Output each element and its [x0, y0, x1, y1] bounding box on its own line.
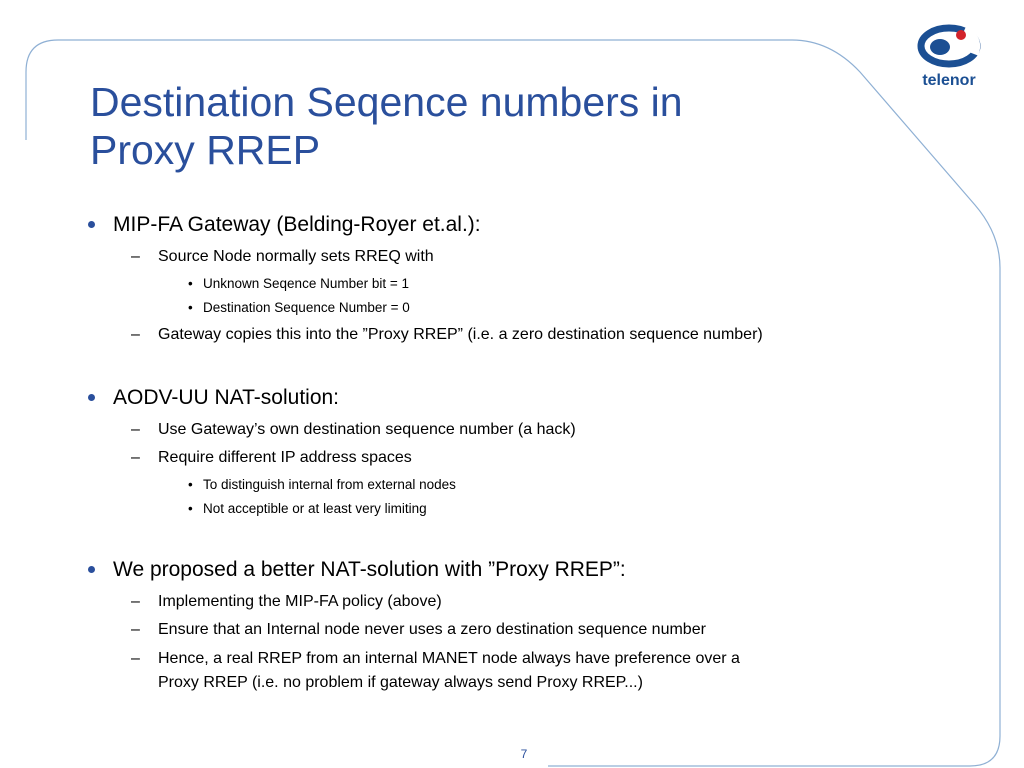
dash-icon: – — [131, 421, 140, 438]
bullet-text: Hence, a real RREP from an internal MANET node always have preference over a — [158, 650, 740, 667]
bullet-text: Use Gateway’s own destination sequence number (a hack) — [158, 421, 576, 438]
bullet-text: To distinguish internal from external nodes — [203, 477, 456, 492]
bullet-level2 — [131, 650, 740, 668]
slide-title — [90, 78, 850, 174]
dash-icon: – — [131, 326, 140, 343]
bullet-level2 — [131, 621, 706, 639]
bullet-text: Gateway copies this into the ”Proxy RREP” (i.e. a zero destination sequence number) — [158, 326, 763, 343]
bullet-level1 — [113, 386, 339, 410]
bullet-text: Proxy RREP (i.e. no problem if gateway always send Proxy RREP...) — [158, 674, 643, 691]
bullet-level2-continuation — [158, 674, 643, 692]
bullet-level1 — [113, 558, 626, 582]
dash-icon: – — [131, 650, 140, 667]
bullet-text: Not acceptible or at least very limiting — [203, 501, 427, 516]
bullet-text: Destination Sequence Number = 0 — [203, 300, 410, 315]
bullet-level3 — [188, 300, 410, 315]
bullet-level3 — [188, 477, 456, 492]
title-line-1: Destination Seqence numbers in — [90, 79, 683, 125]
bullet-level1 — [113, 213, 481, 237]
dash-icon: – — [131, 449, 140, 466]
small-dot-icon: • — [188, 501, 193, 516]
bullet-level3 — [188, 276, 409, 291]
telenor-logo — [912, 22, 986, 100]
bullet-text: AODV-UU NAT-solution: — [113, 386, 340, 409]
telenor-logo-icon — [912, 22, 986, 72]
bullet-text: Require different IP address spaces — [158, 449, 412, 466]
bullet-dot-icon — [88, 566, 95, 573]
bullet-text: Ensure that an Internal node never uses a zero destination sequence number — [158, 621, 706, 638]
small-dot-icon: • — [188, 477, 193, 492]
bullet-level3 — [188, 501, 427, 516]
small-dot-icon: • — [188, 276, 193, 291]
dash-icon: – — [131, 621, 140, 638]
bullet-dot-icon — [88, 221, 95, 228]
title-line-2: Proxy RREP — [90, 127, 321, 173]
bullet-dot-icon — [88, 394, 95, 401]
bullet-text: Implementing the MIP-FA policy (above) — [158, 593, 442, 610]
page-number: 7 — [520, 747, 528, 761]
bullet-text: Unknown Seqence Number bit = 1 — [203, 276, 409, 291]
dash-icon: – — [131, 593, 140, 610]
bullet-level2 — [131, 248, 434, 266]
dash-icon: – — [131, 248, 140, 265]
telenor-logo-text: telenor — [922, 72, 976, 89]
bullet-level2 — [131, 326, 763, 344]
bullet-level2 — [131, 593, 442, 611]
bullet-text: Source Node normally sets RREQ with — [158, 248, 434, 265]
bullet-level2 — [131, 449, 412, 467]
bullet-text: We proposed a better NAT-solution with ”Proxy RREP”: — [113, 558, 626, 581]
small-dot-icon: • — [188, 300, 193, 315]
bullet-level2 — [131, 421, 576, 439]
bullet-text: MIP-FA Gateway (Belding-Royer et.al.): — [113, 213, 481, 236]
